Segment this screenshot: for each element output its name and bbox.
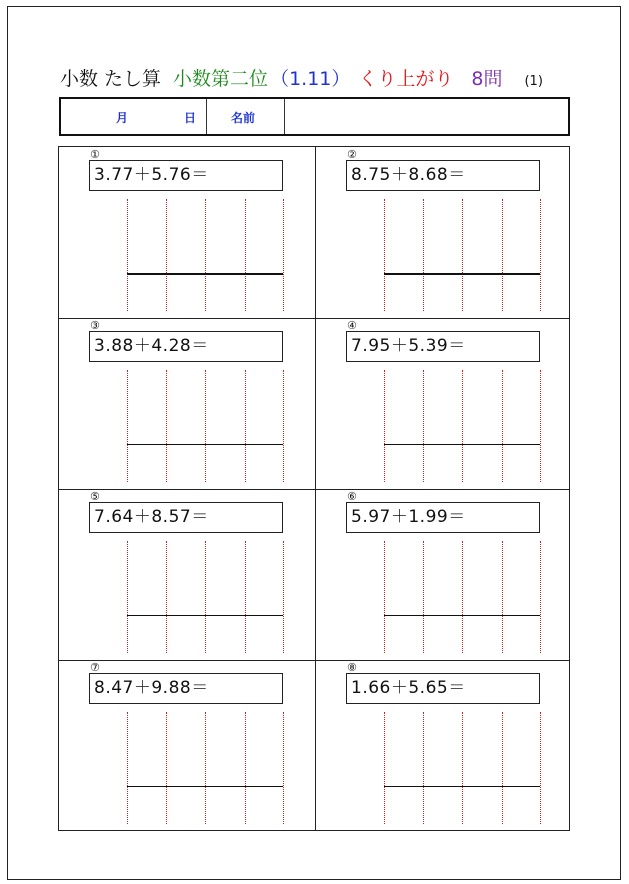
- problem-cell: [316, 318, 571, 489]
- name-label: 名前: [231, 111, 256, 125]
- work-area[interactable]: [384, 199, 540, 311]
- title-main: 小数 たし算: [60, 68, 162, 90]
- problem-expression: 8.75＋8.68＝: [346, 160, 540, 191]
- work-area[interactable]: [384, 712, 540, 824]
- problem-expression: 8.47＋9.88＝: [89, 673, 283, 704]
- problem-expression: 1.66＋5.65＝: [346, 673, 540, 704]
- work-area[interactable]: [127, 370, 283, 482]
- problem-cell: [59, 660, 314, 831]
- problem-cell: [59, 489, 314, 660]
- work-area[interactable]: [127, 541, 283, 653]
- problem-number: ①: [90, 148, 100, 161]
- header-divider: [206, 99, 207, 134]
- sheet-number: (1): [524, 74, 543, 89]
- work-area[interactable]: [127, 199, 283, 311]
- problem-number: ③: [90, 319, 100, 332]
- problem-expression: 7.95＋5.39＝: [346, 331, 540, 362]
- name-date-box: [59, 97, 570, 136]
- worksheet-title: [60, 64, 580, 92]
- problem-expression: 7.64＋8.57＝: [89, 502, 283, 533]
- column-guide-line: [540, 712, 541, 824]
- problem-expression: 3.77＋5.76＝: [89, 160, 283, 191]
- work-area[interactable]: [384, 541, 540, 653]
- column-guide-line: [283, 541, 284, 653]
- column-guide-line: [283, 370, 284, 482]
- title-range: （1.11）: [270, 68, 351, 90]
- day-label: 日: [184, 111, 197, 125]
- problem-cell: [316, 660, 571, 831]
- problem-number: ⑥: [347, 490, 357, 503]
- problem-number: ②: [347, 148, 357, 161]
- column-guide-line: [540, 541, 541, 653]
- problem-expression: 5.97＋1.99＝: [346, 502, 540, 533]
- problem-number: ④: [347, 319, 357, 332]
- name-field[interactable]: [285, 99, 568, 134]
- problem-cell: [59, 147, 314, 318]
- problem-grid: [58, 146, 570, 831]
- column-guide-line: [283, 712, 284, 824]
- work-area[interactable]: [384, 370, 540, 482]
- work-area[interactable]: [127, 712, 283, 824]
- column-guide-line: [540, 370, 541, 482]
- problem-cell: [59, 318, 314, 489]
- problem-number: ⑦: [90, 661, 100, 674]
- problem-number: ⑧: [347, 661, 357, 674]
- problem-cell: [316, 489, 571, 660]
- column-guide-line: [540, 199, 541, 311]
- problem-number: ⑤: [90, 490, 100, 503]
- title-carry: くり上がり: [358, 68, 454, 90]
- title-count: 8問: [471, 68, 503, 90]
- problem-expression: 3.88＋4.28＝: [89, 331, 283, 362]
- title-sub: 小数第二位: [173, 68, 269, 90]
- month-label: 月: [116, 111, 129, 125]
- column-guide-line: [283, 199, 284, 311]
- problem-cell: [316, 147, 571, 318]
